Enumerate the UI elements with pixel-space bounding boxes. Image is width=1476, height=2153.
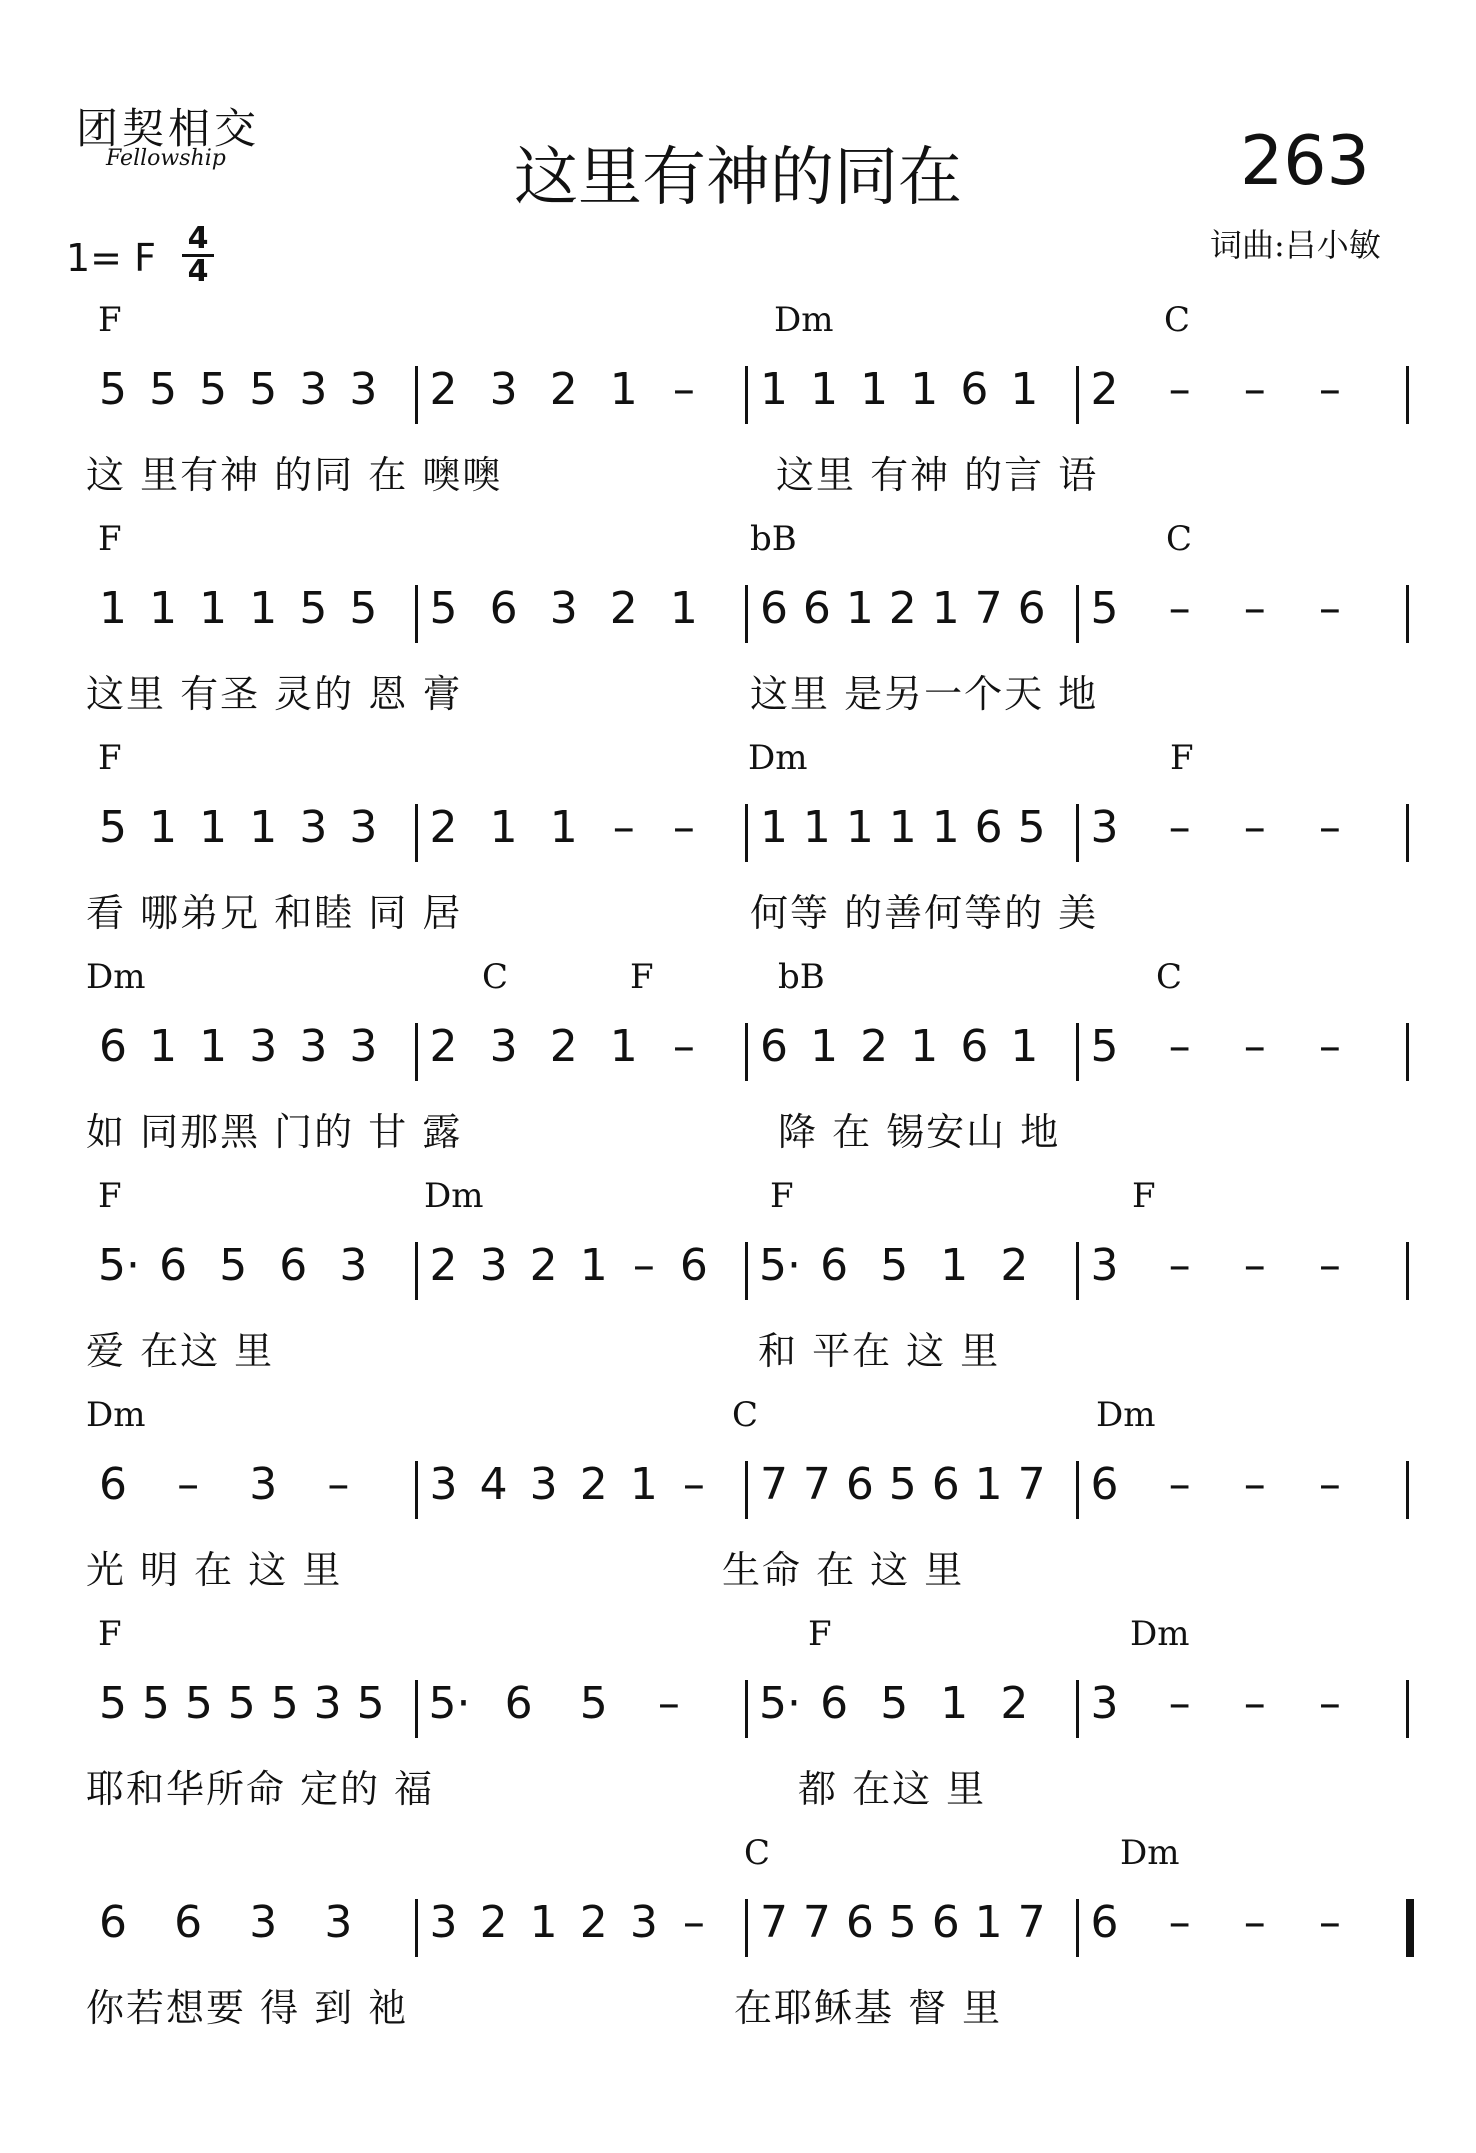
note: 3: [339, 1240, 368, 1291]
note: 1: [579, 1240, 608, 1291]
lyric-line: 如 同那黑 门的 甘 露: [86, 1110, 463, 1154]
note: 6: [931, 1897, 960, 1948]
note: 2: [1000, 1240, 1029, 1291]
note: 1: [149, 802, 178, 853]
note: 5·: [98, 1240, 140, 1291]
lyric-line: 和 平在 这 里: [758, 1329, 1001, 1373]
barline: [745, 1242, 748, 1300]
note: 1: [1010, 1021, 1039, 1072]
note: 2: [529, 1240, 558, 1291]
note: 3: [349, 1021, 378, 1072]
note: 6: [99, 1021, 127, 1072]
note: 1: [888, 802, 917, 853]
note: 2: [609, 583, 638, 634]
note: 1: [149, 1021, 178, 1072]
dash-extension: –: [672, 1021, 695, 1072]
note: 5: [579, 1678, 608, 1729]
note: 1: [810, 364, 839, 415]
dash-extension: –: [657, 1678, 680, 1729]
note: 7: [760, 1897, 788, 1948]
note: 3: [249, 1021, 278, 1072]
note: 1: [629, 1459, 658, 1510]
note: 6: [820, 1678, 849, 1729]
note: 3: [549, 583, 578, 634]
note: 6: [760, 1021, 788, 1072]
note: 6: [504, 1678, 533, 1729]
chord-symbol: F: [630, 957, 654, 997]
dash-extension: –: [632, 1240, 655, 1291]
time-signature: [182, 221, 214, 289]
lyric-line: 这里 有圣 灵的 恩 膏: [86, 672, 463, 716]
lyric-line: 这里 有神 的言 语: [776, 453, 1099, 497]
barline: [1076, 1023, 1079, 1081]
barline: [1076, 1680, 1079, 1738]
chord-symbol: Dm: [1096, 1395, 1156, 1435]
note: 6: [679, 1240, 708, 1291]
note: 5·: [428, 1678, 471, 1729]
note: 5: [270, 1678, 299, 1729]
note: 5: [429, 583, 458, 634]
note: 6: [760, 583, 788, 634]
chord-symbol: C: [732, 1395, 759, 1435]
note: 1: [489, 802, 518, 853]
barline: [745, 1461, 748, 1519]
note: 6: [99, 1897, 127, 1948]
note: 1: [199, 1021, 228, 1072]
dash-extension: –: [327, 1459, 350, 1510]
dash-extension: –: [1168, 583, 1191, 634]
barline: [415, 1023, 418, 1081]
barline: [1406, 804, 1409, 862]
dash-extension: –: [672, 364, 695, 415]
chord-symbol: C: [482, 957, 509, 997]
note: 5: [299, 583, 328, 634]
note: 1: [910, 1021, 939, 1072]
lyric-line: 看 哪弟兄 和睦 同 居: [86, 891, 463, 935]
note: 2: [888, 583, 917, 634]
dash-extension: –: [1318, 1459, 1341, 1510]
chord-symbol: Dm: [86, 1395, 146, 1435]
lyric-line: 降 在 锡安山 地: [778, 1110, 1061, 1154]
note: 1: [910, 364, 939, 415]
note: 5: [227, 1678, 256, 1729]
barline: [415, 804, 418, 862]
dash-extension: –: [1243, 1240, 1266, 1291]
note: 1: [549, 802, 578, 853]
lyric-line: 这里 是另一个天 地: [750, 672, 1099, 716]
lyric-line: 这 里有神 的同 在 噢噢: [86, 453, 503, 497]
note: 1: [199, 583, 228, 634]
note: 6: [845, 1459, 874, 1510]
lyric-line: 耶和华所命 定的 福: [86, 1767, 435, 1811]
dash-extension: –: [1168, 1897, 1191, 1948]
note: 5·: [759, 1240, 801, 1291]
dash-extension: –: [672, 802, 695, 853]
note: 3: [324, 1897, 353, 1948]
note: 2: [429, 1240, 458, 1291]
note: 6: [159, 1240, 188, 1291]
song-number: 263: [1240, 122, 1370, 201]
note: 5: [1090, 583, 1119, 634]
chord-symbol: C: [1156, 957, 1183, 997]
chord-symbol: Dm: [1130, 1614, 1190, 1654]
note: 5: [356, 1678, 385, 1729]
chord-symbol: F: [98, 300, 122, 340]
note: 1: [802, 802, 831, 853]
chord-symbol: F: [98, 1176, 122, 1216]
note: 7: [1017, 1459, 1046, 1510]
note: 5: [149, 364, 178, 415]
note: 1: [669, 583, 698, 634]
note: 1: [99, 583, 127, 634]
key-signature: 1= F: [66, 236, 156, 280]
dash-extension: –: [1318, 583, 1341, 634]
barline: [1406, 366, 1409, 424]
note: 1: [529, 1897, 558, 1948]
note: 6: [1090, 1459, 1119, 1510]
note: 1: [760, 802, 788, 853]
note: 6: [489, 583, 518, 634]
final-barline: [1406, 1899, 1414, 1957]
note: 6: [974, 802, 1003, 853]
barline: [745, 804, 748, 862]
note: 1: [760, 364, 788, 415]
time-signature-bottom: 4: [187, 254, 209, 289]
chord-symbol: Dm: [774, 300, 834, 340]
barline: [415, 366, 418, 424]
note: 1: [249, 802, 278, 853]
dash-extension: –: [1243, 364, 1266, 415]
barline: [1076, 1461, 1079, 1519]
note: 3: [1090, 1240, 1119, 1291]
note: 2: [429, 364, 458, 415]
dash-extension: –: [1318, 802, 1341, 853]
note: 3: [429, 1897, 458, 1948]
barline: [1076, 1242, 1079, 1300]
note: 6: [802, 583, 831, 634]
dash-extension: –: [1318, 1678, 1341, 1729]
note: 3: [429, 1459, 458, 1510]
barline: [415, 1242, 418, 1300]
dash-extension: –: [1318, 364, 1341, 415]
note: 1: [810, 1021, 839, 1072]
note: 1: [940, 1678, 969, 1729]
lyric-line: 何等 的善何等的 美: [750, 891, 1099, 935]
chord-symbol: Dm: [424, 1176, 484, 1216]
barline: [745, 1023, 748, 1081]
note: 2: [579, 1459, 608, 1510]
dash-extension: –: [1168, 1240, 1191, 1291]
note: 1: [199, 802, 228, 853]
dash-extension: –: [1318, 1897, 1341, 1948]
lyric-line: 都 在这 里: [798, 1767, 987, 1811]
note: 5: [888, 1459, 917, 1510]
note: 3: [299, 364, 328, 415]
note: 2: [1090, 364, 1119, 415]
note: 1: [940, 1240, 969, 1291]
chord-symbol: F: [808, 1614, 832, 1654]
time-signature-top: 4: [182, 224, 214, 257]
barline: [1076, 1899, 1079, 1957]
barline: [1406, 1461, 1409, 1519]
dash-extension: –: [1243, 1897, 1266, 1948]
note: 6: [279, 1240, 308, 1291]
dash-extension: –: [1168, 1678, 1191, 1729]
dash-extension: –: [1168, 1459, 1191, 1510]
barline: [745, 1680, 748, 1738]
note: 3: [629, 1897, 658, 1948]
note: 2: [860, 1021, 889, 1072]
barline: [415, 1899, 418, 1957]
dash-extension: –: [177, 1459, 200, 1510]
logo-english: Fellowship: [106, 146, 226, 171]
barline: [415, 585, 418, 643]
barline: [1406, 585, 1409, 643]
song-credit: 词曲:吕小敏: [1210, 226, 1381, 264]
note: 6: [845, 1897, 874, 1948]
note: 2: [579, 1897, 608, 1948]
barline: [745, 1899, 748, 1957]
chord-symbol: F: [98, 738, 122, 778]
chord-symbol: F: [770, 1176, 794, 1216]
dash-extension: –: [1168, 1021, 1191, 1072]
note: 3: [489, 1021, 518, 1072]
note: 5: [1017, 802, 1046, 853]
note: 3: [1090, 1678, 1119, 1729]
note: 1: [609, 364, 638, 415]
note: 5: [99, 364, 127, 415]
note: 3: [349, 364, 378, 415]
dash-extension: –: [1318, 1021, 1341, 1072]
lyric-line: 在耶稣基 督 里: [734, 1986, 1003, 2030]
dash-extension: –: [1243, 1459, 1266, 1510]
dash-extension: –: [1243, 1678, 1266, 1729]
note: 4: [479, 1459, 508, 1510]
lyric-line: 光 明 在 这 里: [86, 1548, 343, 1592]
barline: [745, 366, 748, 424]
note: 5: [99, 1678, 127, 1729]
dash-extension: –: [1243, 583, 1266, 634]
note: 3: [349, 802, 378, 853]
chord-symbol: C: [1164, 300, 1191, 340]
barline: [745, 585, 748, 643]
note: 5: [1090, 1021, 1119, 1072]
lyric-line: 爱 在这 里: [86, 1329, 275, 1373]
note: 5: [184, 1678, 213, 1729]
note: 2: [429, 1021, 458, 1072]
note: 2: [429, 802, 458, 853]
note: 2: [479, 1897, 508, 1948]
song-title: 这里有神的同在: [514, 141, 962, 215]
note: 6: [1017, 583, 1046, 634]
chord-symbol: F: [98, 1614, 122, 1654]
note: 6: [931, 1459, 960, 1510]
dash-extension: –: [1168, 364, 1191, 415]
dash-extension: –: [682, 1459, 705, 1510]
note: 3: [313, 1678, 342, 1729]
note: 6: [960, 364, 989, 415]
note: 1: [974, 1897, 1003, 1948]
note: 5: [199, 364, 228, 415]
note: 3: [489, 364, 518, 415]
chord-symbol: Dm: [748, 738, 808, 778]
note: 5: [349, 583, 378, 634]
barline: [1406, 1242, 1409, 1300]
note: 2: [1000, 1678, 1029, 1729]
chord-symbol: bB: [750, 519, 797, 559]
dash-extension: –: [1168, 802, 1191, 853]
note: 1: [609, 1021, 638, 1072]
note: 1: [931, 583, 960, 634]
barline: [1076, 585, 1079, 643]
note: 5: [141, 1678, 170, 1729]
dash-extension: –: [1243, 1021, 1266, 1072]
note: 7: [802, 1459, 831, 1510]
lyric-line: 生命 在 这 里: [722, 1548, 965, 1592]
note: 5: [219, 1240, 248, 1291]
chord-symbol: F: [1132, 1176, 1156, 1216]
note: 2: [549, 1021, 578, 1072]
note: 3: [479, 1240, 508, 1291]
note: 6: [820, 1240, 849, 1291]
chord-symbol: C: [1166, 519, 1193, 559]
note: 5: [880, 1678, 909, 1729]
lyric-line: 你若想要 得 到 祂: [86, 1986, 409, 2030]
note: 5: [888, 1897, 917, 1948]
barline: [1406, 1680, 1409, 1738]
note: 5: [99, 802, 127, 853]
note: 2: [549, 364, 578, 415]
note: 6: [99, 1459, 127, 1510]
logo-chinese: 团契相交: [76, 104, 261, 153]
note: 7: [760, 1459, 788, 1510]
chord-symbol: Dm: [86, 957, 146, 997]
chord-symbol: F: [98, 519, 122, 559]
note: 6: [960, 1021, 989, 1072]
barline: [415, 1680, 418, 1738]
note: 5·: [759, 1678, 801, 1729]
note: 3: [299, 1021, 328, 1072]
note: 3: [299, 802, 328, 853]
note: 3: [249, 1897, 278, 1948]
chord-symbol: F: [1170, 738, 1194, 778]
dash-extension: –: [682, 1897, 705, 1948]
note: 1: [249, 583, 278, 634]
note: 7: [802, 1897, 831, 1948]
chord-symbol: C: [744, 1833, 771, 1873]
note: 1: [1010, 364, 1039, 415]
dash-extension: –: [1243, 802, 1266, 853]
barline: [1076, 366, 1079, 424]
note: 1: [845, 802, 874, 853]
note: 1: [860, 364, 889, 415]
barline: [415, 1461, 418, 1519]
note: 7: [974, 583, 1003, 634]
note: 6: [1090, 1897, 1119, 1948]
dash-extension: –: [612, 802, 635, 853]
note: 5: [249, 364, 278, 415]
note: 1: [845, 583, 874, 634]
chord-symbol: bB: [778, 957, 825, 997]
note: 1: [974, 1459, 1003, 1510]
note: 3: [249, 1459, 278, 1510]
barline: [1406, 1023, 1409, 1081]
note: 7: [1017, 1897, 1046, 1948]
chord-symbol: Dm: [1120, 1833, 1180, 1873]
note: 6: [174, 1897, 203, 1948]
note: 3: [529, 1459, 558, 1510]
dash-extension: –: [1318, 1240, 1341, 1291]
note: 1: [931, 802, 960, 853]
note: 3: [1090, 802, 1119, 853]
note: 5: [880, 1240, 909, 1291]
note: 1: [149, 583, 178, 634]
barline: [1076, 804, 1079, 862]
